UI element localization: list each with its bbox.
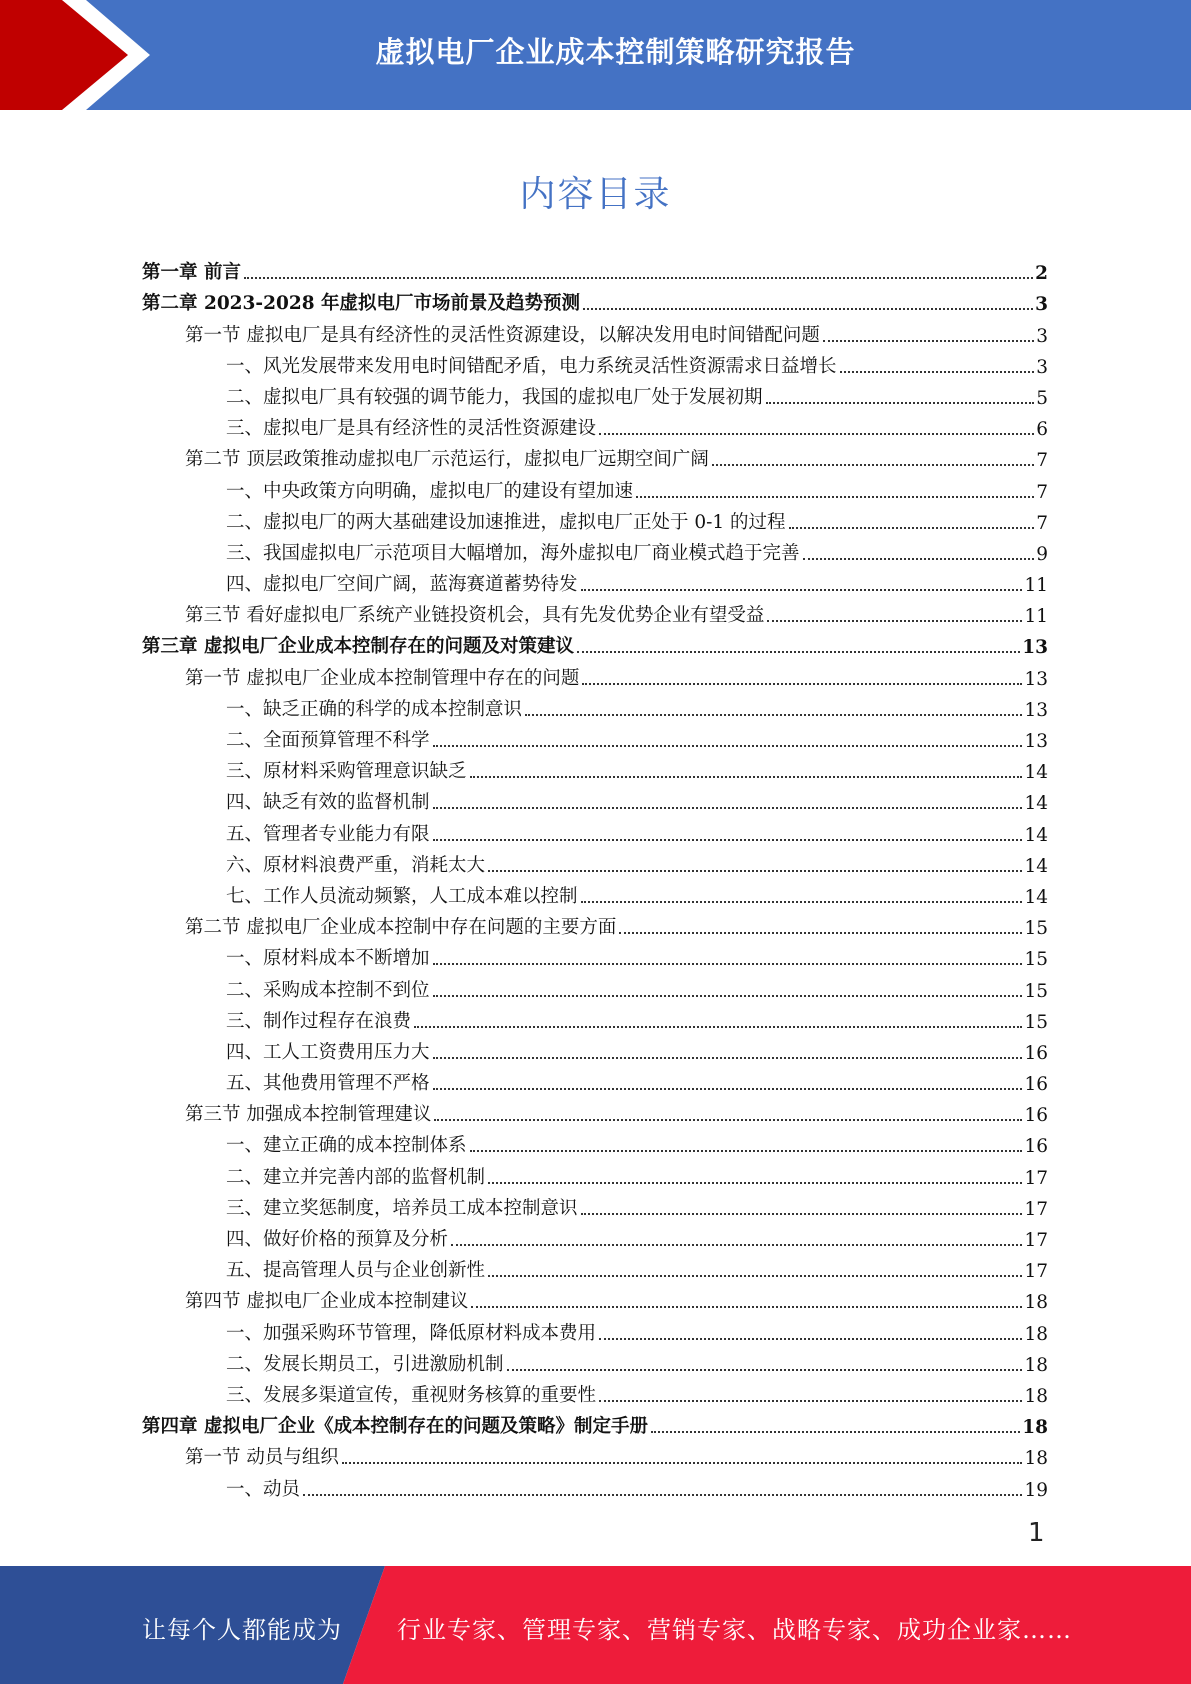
- toc-entry-page: 18: [1024, 1385, 1048, 1407]
- toc-dot-leader: [433, 963, 1023, 965]
- toc-dot-leader: [433, 995, 1023, 997]
- toc-entry-page: 18: [1024, 1323, 1048, 1345]
- toc-dot-leader: [433, 807, 1023, 809]
- page-number: 1: [1028, 1518, 1045, 1548]
- toc-entry-title: 第三章 虚拟电厂企业成本控制存在的问题及对策建议: [142, 636, 574, 658]
- toc-subsection[interactable]: [142, 721, 1048, 752]
- toc-entry-page: 7: [1036, 450, 1048, 472]
- toc-dot-leader: [582, 683, 1022, 685]
- toc-entry-title: 第一节 虚拟电厂是具有经济性的灵活性资源建设，以解决发用电时间错配问题: [185, 324, 820, 346]
- toc-chapter[interactable]: [142, 253, 1048, 284]
- toc-entry-title: 三、原材料采购管理意识缺乏: [226, 761, 467, 783]
- toc-entry-page: 17: [1024, 1261, 1048, 1283]
- toc-entry-page: 19: [1024, 1479, 1048, 1501]
- toc-entry-page: 9: [1036, 543, 1048, 565]
- toc-dot-leader: [599, 1400, 1022, 1402]
- toc-chapter[interactable]: [142, 284, 1048, 315]
- toc-dot-leader: [823, 340, 1034, 342]
- toc-entry-page: 5: [1036, 387, 1048, 409]
- toc-subsection[interactable]: [142, 1376, 1048, 1407]
- toc-entry-page: 13: [1024, 699, 1048, 721]
- toc-entry-title: 六、原材料浪费严重，消耗太大: [226, 854, 486, 876]
- toc-subsection[interactable]: [142, 503, 1048, 534]
- footer-slogan-left: 让每个人都能成为: [142, 1616, 342, 1644]
- toc-entry-title: 二、采购成本控制不到位: [226, 979, 430, 1001]
- toc-entry-page: 14: [1024, 855, 1048, 877]
- toc-dot-leader: [581, 1213, 1023, 1215]
- toc-entry-page: 15: [1024, 949, 1048, 971]
- toc-entry-title: 第二节 虚拟电厂企业成本控制中存在问题的主要方面: [185, 917, 617, 939]
- toc-chapter[interactable]: [142, 627, 1048, 658]
- toc-dot-leader: [599, 433, 1034, 435]
- toc-entry-page: 15: [1024, 1011, 1048, 1033]
- toc-subsection[interactable]: [142, 1469, 1048, 1500]
- toc-entry-page: 16: [1024, 1136, 1048, 1158]
- toc-subsection[interactable]: [142, 1157, 1048, 1188]
- toc-dot-leader: [766, 402, 1035, 404]
- toc-dot-leader: [433, 1057, 1023, 1059]
- table-of-contents: [142, 253, 1048, 1501]
- toc-entry-page: 16: [1024, 1074, 1048, 1096]
- toc-subsection[interactable]: [142, 1251, 1048, 1282]
- toc-entry-page: 16: [1024, 1042, 1048, 1064]
- toc-entry-page: 14: [1024, 762, 1048, 784]
- toc-entry-page: 15: [1024, 980, 1048, 1002]
- toc-section[interactable]: [142, 315, 1048, 346]
- toc-entry-title: 一、缺乏正确的科学的成本控制意识: [226, 698, 523, 720]
- toc-entry-page: 14: [1024, 824, 1048, 846]
- toc-subsection[interactable]: [142, 1189, 1048, 1220]
- toc-dot-leader: [433, 745, 1023, 747]
- toc-entry-title: 三、建立奖惩制度，培养员工成本控制意识: [226, 1197, 578, 1219]
- page-footer: [0, 1566, 1191, 1684]
- toc-dot-leader: [451, 1244, 1022, 1246]
- toc-entry-page: 13: [1022, 637, 1048, 659]
- toc-subsection[interactable]: [142, 347, 1048, 378]
- toc-dot-leader: [619, 932, 1022, 934]
- toc-subsection[interactable]: [142, 1002, 1048, 1033]
- toc-entry-title: 五、其他费用管理不严格: [226, 1073, 430, 1095]
- toc-dot-leader: [470, 1150, 1023, 1152]
- toc-entry-title: 二、建立并完善内部的监督机制: [226, 1166, 486, 1188]
- report-title: 虚拟电厂企业成本控制策略研究报告: [375, 35, 856, 69]
- toc-dot-leader: [471, 1306, 1022, 1308]
- toc-entry-title: 四、做好价格的预算及分析: [226, 1229, 449, 1250]
- toc-entry-page: 11: [1024, 575, 1048, 597]
- toc-entry-page: 13: [1024, 731, 1048, 752]
- footer-slogan-right: 行业专家、管理专家、营销专家、战略专家、成功企业家……: [397, 1616, 1072, 1644]
- toc-subsection[interactable]: [142, 1126, 1048, 1157]
- toc-entry-title: 二、全面预算管理不科学: [226, 730, 430, 751]
- toc-entry-title: 第二节 顶层政策推动虚拟电厂示范运行，虚拟电厂远期空间广阔: [185, 449, 709, 471]
- toc-dot-leader: [577, 651, 1020, 653]
- toc-entry-title: 第四章 虚拟电厂企业《成本控制存在的问题及策略》制定手册: [142, 1416, 648, 1438]
- toc-entry-title: 四、工人工资费用压力大: [226, 1041, 430, 1063]
- toc-dot-leader: [581, 589, 1023, 591]
- toc-entry-page: 7: [1036, 481, 1048, 503]
- toc-entry-page: 17: [1024, 1198, 1048, 1220]
- toc-section[interactable]: [142, 1438, 1048, 1469]
- toc-dot-leader: [525, 714, 1022, 716]
- toc-entry-page: 16: [1024, 1105, 1048, 1127]
- toc-entry-title: 一、建立正确的成本控制体系: [226, 1135, 467, 1157]
- toc-subsection[interactable]: [142, 846, 1048, 877]
- toc-dot-leader: [651, 1431, 1020, 1433]
- toc-entry-page: 18: [1024, 1292, 1048, 1314]
- toc-dot-leader: [244, 277, 1033, 279]
- toc-heading: 内容目录: [519, 174, 672, 215]
- toc-subsection[interactable]: [142, 877, 1048, 908]
- toc-dot-leader: [303, 1494, 1022, 1496]
- toc-chapter[interactable]: [142, 1407, 1048, 1438]
- toc-entry-title: 五、提高管理人员与企业创新性: [226, 1260, 486, 1282]
- toc-entry-page: 14: [1024, 793, 1048, 815]
- toc-entry-title: 一、加强采购环节管理，降低原材料成本费用: [226, 1322, 597, 1344]
- toc-dot-leader: [433, 839, 1023, 841]
- toc-entry-page: 3: [1036, 325, 1048, 347]
- toc-dot-leader: [414, 1026, 1022, 1028]
- toc-entry-title: 一、原材料成本不断增加: [226, 948, 430, 970]
- toc-dot-leader: [488, 870, 1022, 872]
- toc-subsection[interactable]: [142, 565, 1048, 596]
- toc-entry-title: 第三节 看好虚拟电厂系统产业链投资机会，具有先发优势企业有望受益: [185, 605, 765, 627]
- toc-entry-page: 17: [1024, 1230, 1048, 1251]
- toc-entry-title: 第一章 前言: [142, 262, 241, 284]
- toc-section[interactable]: [142, 440, 1048, 471]
- toc-entry-title: 三、发展多渠道宣传，重视财务核算的重要性: [226, 1384, 597, 1406]
- toc-dot-leader: [581, 901, 1023, 903]
- toc-subsection[interactable]: [142, 690, 1048, 721]
- toc-entry-page: 18: [1024, 1448, 1048, 1470]
- toc-entry-page: 15: [1024, 918, 1048, 940]
- toc-entry-title: 二、虚拟电厂的两大基础建设加速推进，虚拟电厂正处于 0-1 的过程: [226, 511, 786, 533]
- toc-entry-page: 18: [1022, 1417, 1048, 1439]
- toc-dot-leader: [840, 371, 1035, 373]
- toc-subsection[interactable]: [142, 783, 1048, 814]
- toc-subsection[interactable]: [142, 939, 1048, 970]
- toc-entry-title: 一、动员: [226, 1478, 301, 1500]
- toc-entry-title: 七、工作人员流动频繁，人工成本难以控制: [226, 885, 578, 907]
- toc-entry-page: 6: [1036, 419, 1048, 441]
- toc-dot-leader: [434, 1119, 1022, 1121]
- toc-entry-title: 第二章 2023-2028 年虚拟电厂市场前景及趋势预测: [142, 293, 581, 315]
- toc-entry-title: 一、风光发展带来发用电时间错配矛盾，电力系统灵活性资源需求日益增长: [226, 355, 837, 377]
- toc-entry-page: 17: [1024, 1167, 1048, 1189]
- toc-subsection[interactable]: [142, 409, 1048, 440]
- toc-entry-title: 三、我国虚拟电厂示范项目大幅增加，海外虚拟电厂商业模式趋于完善: [226, 542, 800, 564]
- toc-subsection[interactable]: [142, 1033, 1048, 1064]
- toc-dot-leader: [599, 1338, 1022, 1340]
- toc-section[interactable]: [142, 658, 1048, 689]
- toc-subsection[interactable]: [142, 1313, 1048, 1344]
- toc-subsection[interactable]: [142, 814, 1048, 845]
- toc-entry-title: 三、制作过程存在浪费: [226, 1010, 412, 1032]
- toc-entry-title: 五、管理者专业能力有限: [226, 823, 430, 845]
- toc-subsection[interactable]: [142, 378, 1048, 409]
- toc-entry-title: 四、缺乏有效的监督机制: [226, 792, 430, 814]
- toc-entry-title: 一、中央政策方向明确，虚拟电厂的建设有望加速: [226, 480, 634, 502]
- toc-entry-title: 二、发展长期员工，引进激励机制: [226, 1353, 504, 1375]
- toc-subsection[interactable]: [142, 1220, 1048, 1251]
- toc-entry-title: 第四节 虚拟电厂企业成本控制建议: [185, 1291, 469, 1313]
- toc-entry-title: 四、虚拟电厂空间广阔，蓝海赛道蓄势待发: [226, 574, 578, 596]
- toc-dot-leader: [583, 308, 1033, 310]
- toc-subsection[interactable]: [142, 1345, 1048, 1376]
- toc-subsection[interactable]: [142, 471, 1048, 502]
- toc-dot-leader: [789, 527, 1035, 529]
- toc-dot-leader: [636, 496, 1034, 498]
- toc-entry-page: 7: [1036, 512, 1048, 534]
- toc-dot-leader: [803, 558, 1035, 560]
- toc-dot-leader: [488, 1275, 1022, 1277]
- toc-entry-title: 二、虚拟电厂具有较强的调节能力，我国的虚拟电厂处于发展初期: [226, 386, 763, 408]
- toc-section[interactable]: [142, 908, 1048, 939]
- toc-section[interactable]: [142, 1095, 1048, 1126]
- toc-entry-page: 11: [1024, 606, 1048, 628]
- toc-entry-title: 三、虚拟电厂是具有经济性的灵活性资源建设: [226, 418, 597, 440]
- toc-entry-page: 14: [1024, 886, 1048, 908]
- toc-section[interactable]: [142, 1282, 1048, 1313]
- toc-dot-leader: [767, 620, 1022, 622]
- toc-entry-page: 3: [1036, 356, 1048, 378]
- toc-subsection[interactable]: [142, 752, 1048, 783]
- toc-entry-page: 3: [1035, 294, 1048, 316]
- toc-entry-title: 第一节 虚拟电厂企业成本控制管理中存在的问题: [185, 667, 580, 689]
- toc-subsection[interactable]: [142, 970, 1048, 1001]
- toc-subsection[interactable]: [142, 1064, 1048, 1095]
- page-header: [0, 0, 1191, 110]
- toc-entry-title: 第三节 加强成本控制管理建议: [185, 1104, 432, 1126]
- toc-dot-leader: [488, 1182, 1022, 1184]
- toc-section[interactable]: [142, 596, 1048, 627]
- toc-entry-page: 13: [1024, 668, 1048, 690]
- toc-entry-page: 2: [1035, 263, 1048, 285]
- toc-entry-page: 18: [1024, 1354, 1048, 1376]
- toc-dot-leader: [342, 1462, 1023, 1464]
- toc-dot-leader: [433, 1088, 1023, 1090]
- toc-dot-leader: [712, 464, 1034, 466]
- toc-dot-leader: [470, 776, 1023, 778]
- toc-subsection[interactable]: [142, 534, 1048, 565]
- toc-dot-leader: [507, 1369, 1023, 1371]
- toc-entry-title: 第一节 动员与组织: [185, 1447, 339, 1469]
